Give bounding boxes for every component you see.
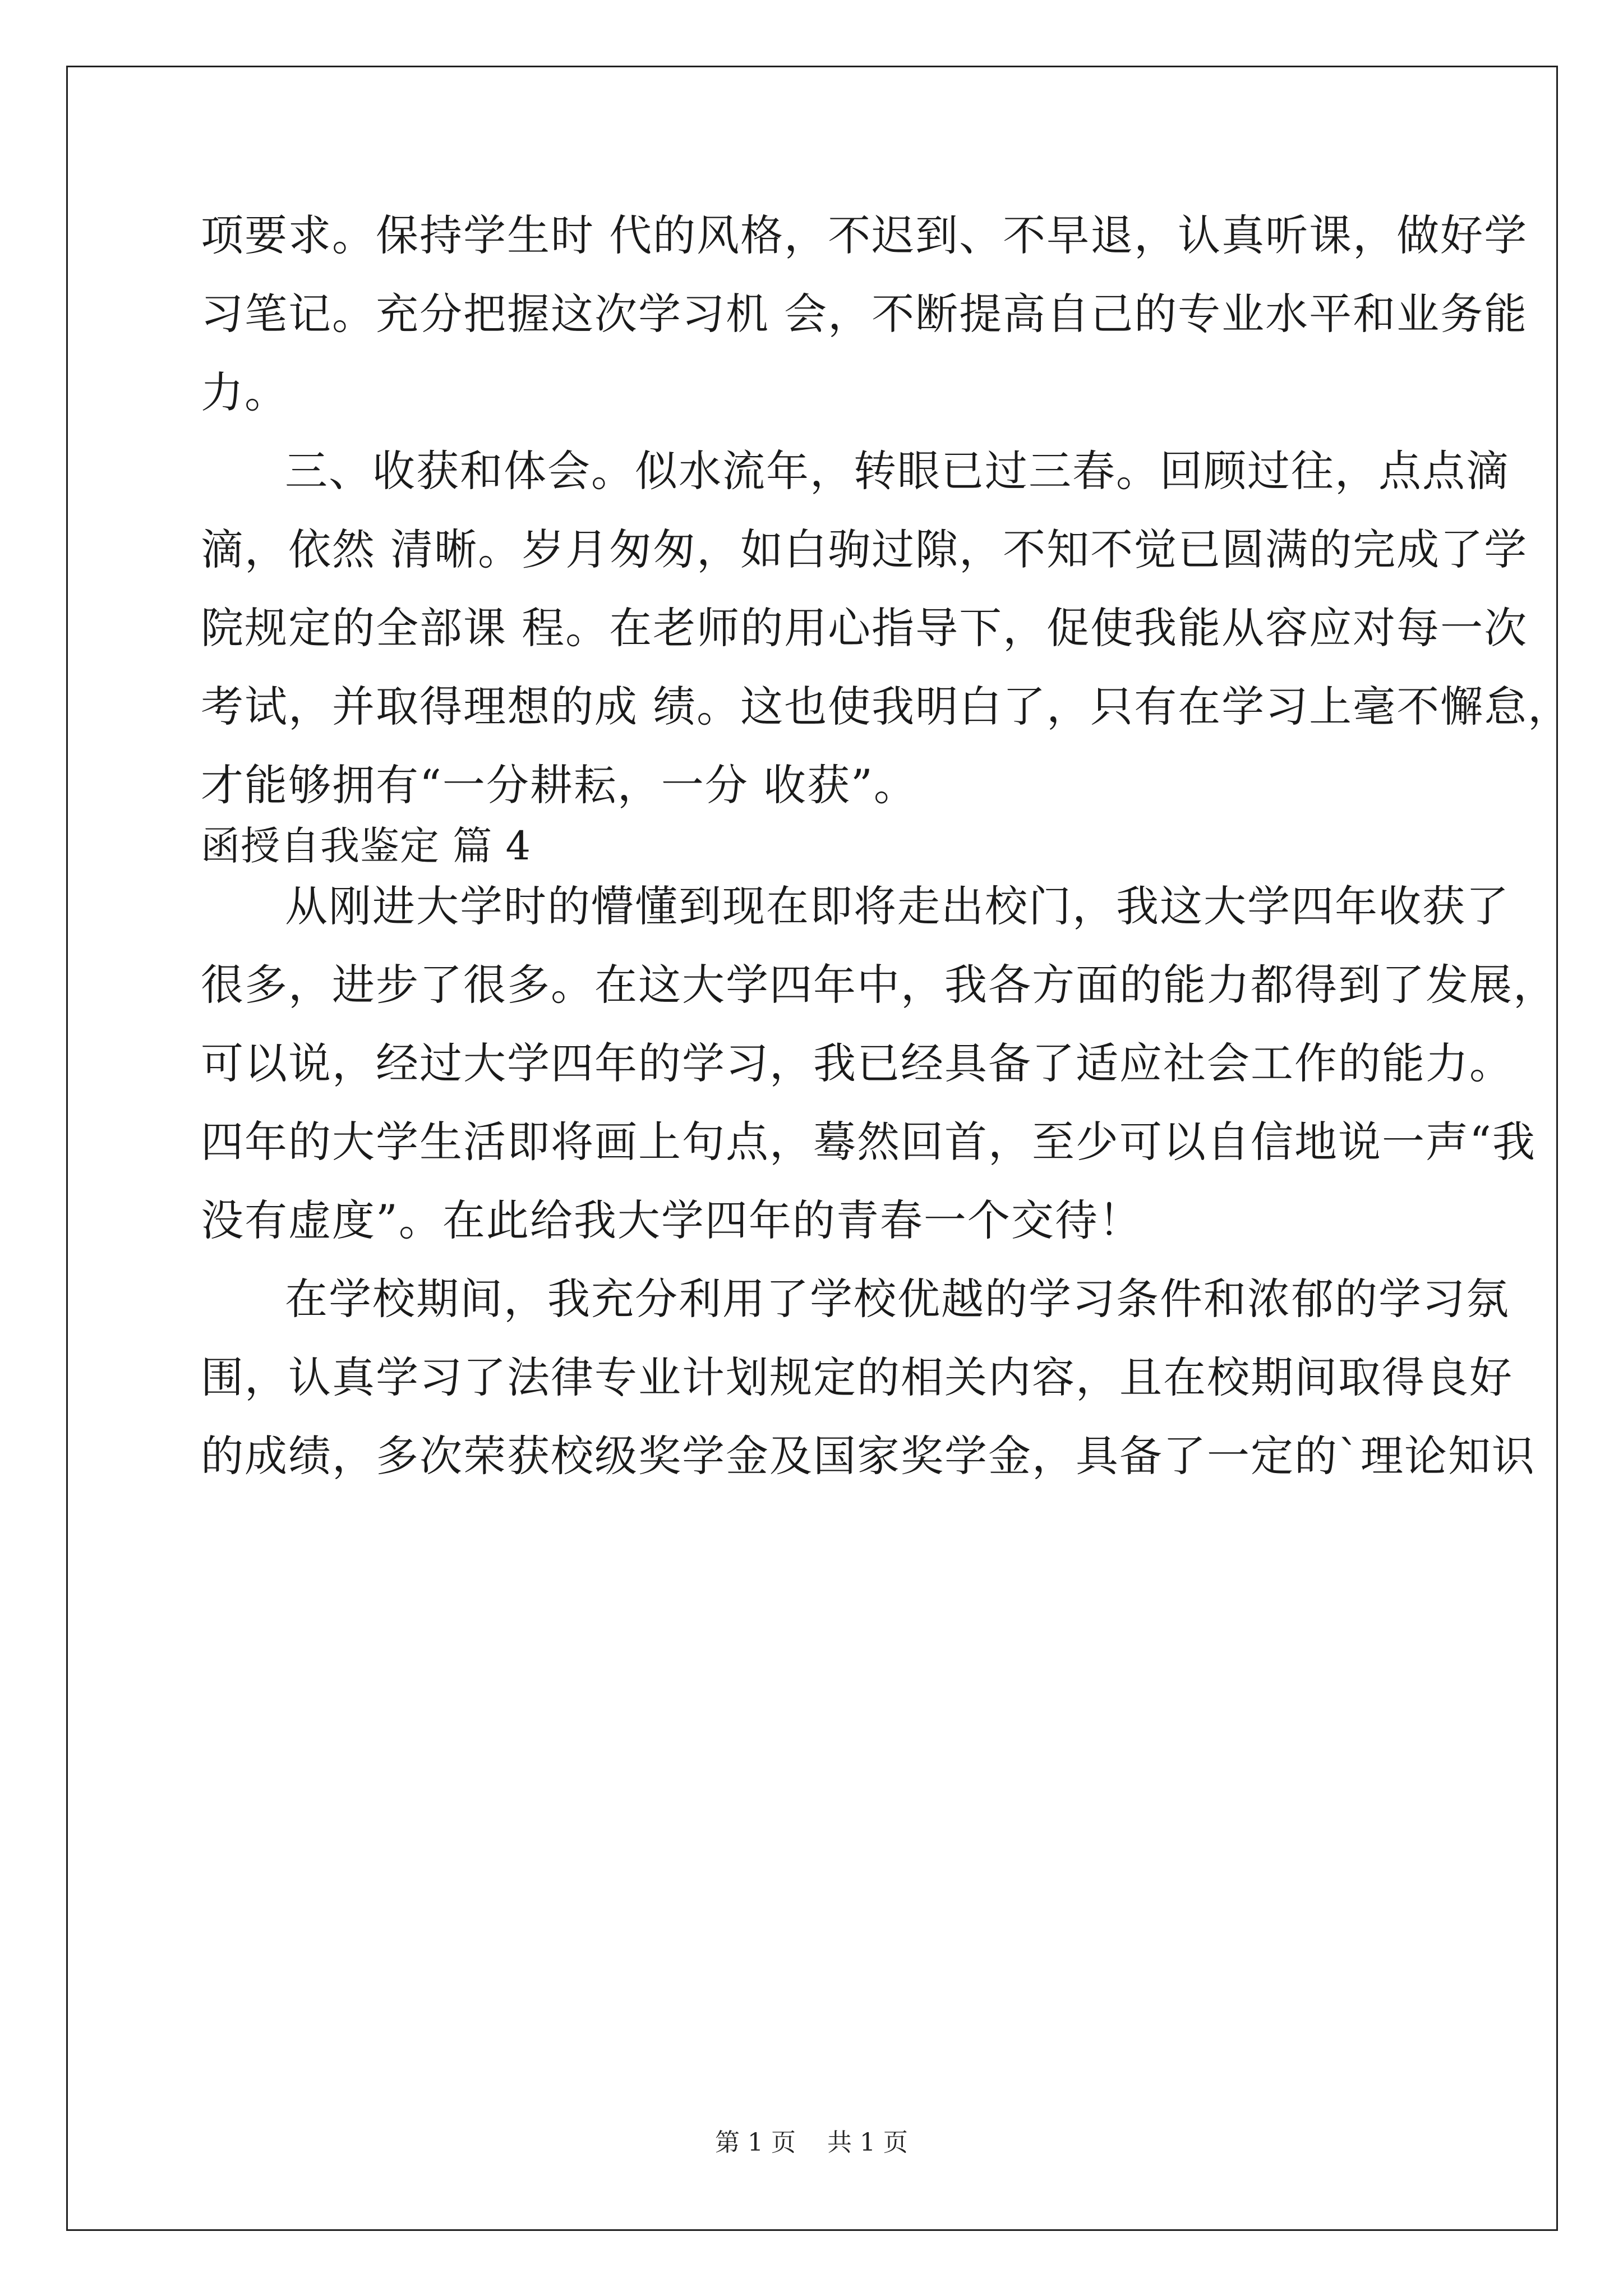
paragraph-three-start: 三、收获和体会。似水流年，转眼已过三春。回顾过往，点点滴 [285,446,1510,496]
text-line-11: 很多，进步了很多。在这大学四年中，我各方面的能力都得到了发展， [201,960,1557,1010]
text-line-17: 的成绩，多次荣获校级奖学金及国家奖学金，具备了一定的`理论知识 [201,1431,1536,1481]
paragraph-start-2: 在学校期间，我充分利用了学校优越的学习条件和浓郁的学习氛 [285,1274,1510,1324]
text-line-1: 项要求。保持学生时 代的风格，不迟到、不早退，认真听课，做好学 [201,210,1528,260]
text-line-6: 院规定的全部课 程。在老师的用心指导下，促使我能从容应对每一次 [201,603,1528,653]
text-line-13: 四年的大学生活即将画上句点，蓦然回首，至少可以自信地说一声“我 [201,1117,1536,1167]
text-line-14: 没有虚度”。在此给我大学四年的青春一个交待！ [201,1195,1142,1245]
text-line-2: 习笔记。充分把握这次学习机 会，不断提高自己的专业水平和业务能 [201,289,1528,339]
paragraph-start: 从刚进大学时的懵懂到现在即将走出校门，我这大学四年收获了 [285,881,1510,931]
section-heading: 函授自我鉴定 篇 4 [201,823,532,869]
text-line-5: 滴，依然 清晰。岁月匆匆，如白驹过隙，不知不觉已圆满的完成了学 [201,524,1528,574]
text-line-16: 围，认真学习了法律专业计划规定的相关内容，且在校期间取得良好 [201,1352,1513,1402]
text-line-8: 才能够拥有“一分耕耘，一分 收获”。 [201,760,917,810]
text-line-12: 可以说，经过大学四年的学习，我已经具备了适应社会工作的能力。 [201,1038,1513,1088]
page-footer: 第 1 页 共 1 页 [715,2128,908,2157]
text-line-7: 考试，并取得理想的成 绩。这也使我明白了，只有在学习上毫不懈怠， [201,682,1572,731]
text-line-3: 力。 [201,367,288,417]
